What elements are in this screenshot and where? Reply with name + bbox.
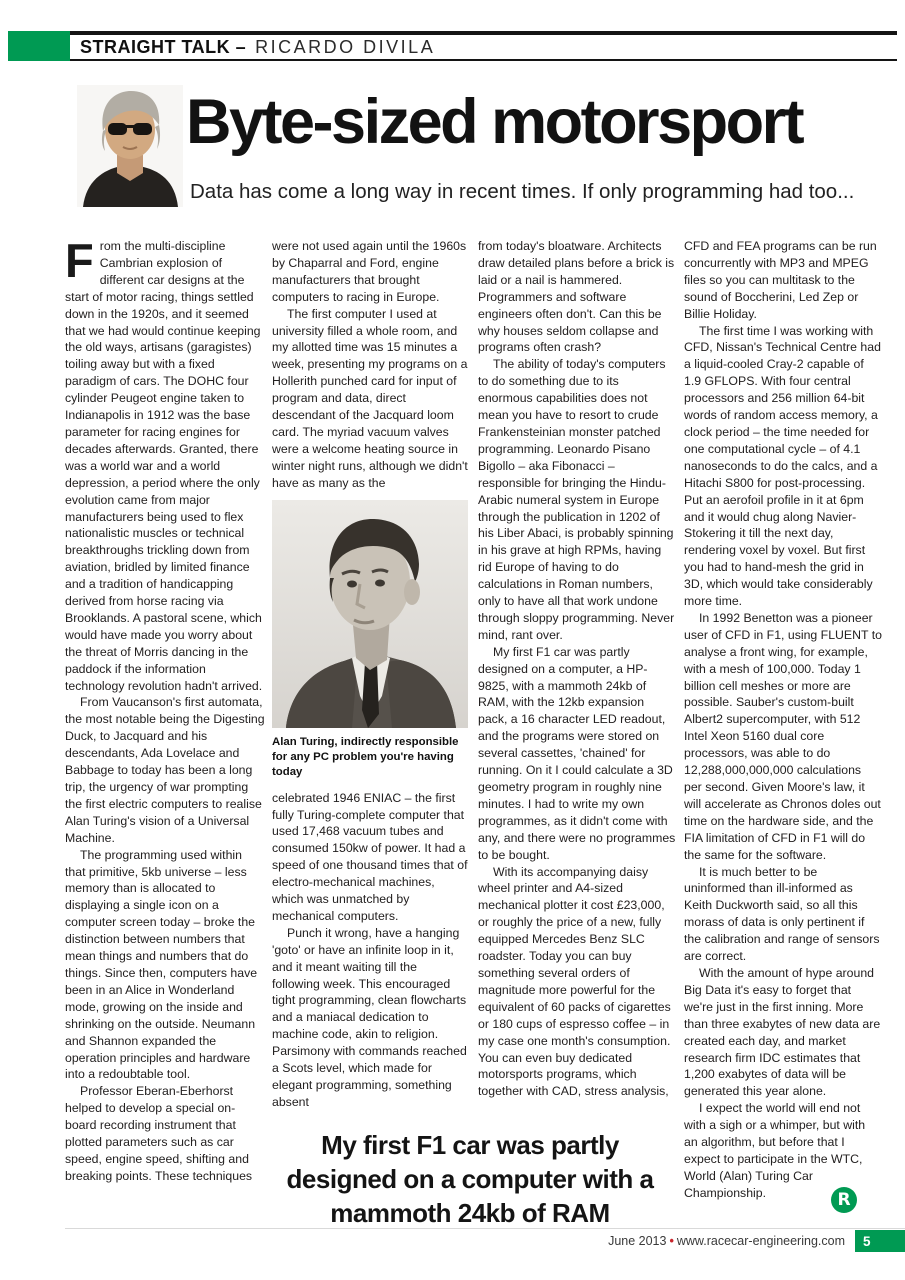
- brand-green-block: [8, 31, 70, 61]
- article-paragraph: It is much better to be uninformed than ill-informed as Keith Duckworth said, so all this morass of data is only pertinent if the calibration and range of sensors are correct.: [684, 864, 880, 964]
- column-2-text-bottom: [272, 790, 468, 1111]
- pull-quote-line: designed on a computer with a: [286, 1164, 654, 1194]
- article-paragraph: The first computer I used at university filled a whole room, and my allotted time was 15 minutes a week, presenting my programs on a Hollerith punched card for input of program and data, direct descendant of the Jacquard loom card. The myriad vacuum valves were a welcome heating source in winter night runs, although we didn't have as many as the: [272, 306, 468, 490]
- article-paragraph: The ability of today's computers to do something due to its enormous capabilities does not mean you have to resort to crude Frankensteinian monster patched programming. Leonardo Pisano Bigollo – aka Fibonacci – responsible for bringing the Hindu-Arabic numeral system in Europe through the publication in 1202 of his Liber Abaci, is probably spinning in his grave at high RPMs, having rid Europe of having to do calculations in Roman numbers, only to have all that work undone through sloppy programming. Never mind, rant over.: [478, 357, 675, 642]
- article-paragraph: from today's bloatware. Architects draw detailed plans before a brick is laid or a nail is hammered. Programmers and software engineers often don't. Can this be why houses seldom collapse and programs often crash?: [478, 239, 675, 355]
- author-headshot-image: [77, 85, 183, 207]
- article-column-1: [65, 238, 265, 1250]
- footer-website-link[interactable]: www.racecar-engineering.com: [676, 1234, 845, 1248]
- pull-quote-line: My first F1 car was partly: [321, 1130, 619, 1160]
- article-paragraph: were not used again until the 1960s by Chaparral and Ford, engine manufacturers that brought computers to racing in Europe.: [272, 239, 467, 304]
- pull-quote-line: mammoth 24kb of RAM: [330, 1198, 610, 1228]
- article-paragraph: CFD and FEA programs can be run concurrently with MP3 and MPEG files so you can multitask to the sound of Boccherini, Led Zep or Billie Holiday.: [684, 239, 877, 321]
- column-title: STRAIGHT TALK –: [80, 36, 247, 57]
- drop-cap: F: [65, 238, 94, 287]
- article-paragraph: From the multi-discipline Cambrian explosion of different car designs at the start of motor racing, things settled down in the 1920s, and it seemed that we had would continue keeping the old ways, artisans (garagistes) toiling away but with a fixed paradigm of cars. The DOHC four cylinder Peugeot engine taken to Indianapolis in 1912 was the base parameter for racing engines for decades afterwards. Granted, there was a world war and a world depression, a period where the only evolution came from major manufacturers being used to flex nationalistic muscles or technical breakthroughs trickling down from aviation, bridled by limited finance and a tradition of handicapping derived from horse racing via Brooklands. A pastoral scene, which would have made you worry about the threat of Morris dancing in the paddock if the information technology revolution hadn't arrived.: [65, 238, 263, 693]
- pull-quote: [260, 1128, 680, 1230]
- article-paragraph: From Vaucanson's first automata, the most notable being the Digesting Duck, to Jacquard and his descendants, Ada Lovelace and Babbage to today has been a long trip, the urgency of war prompting the first electric computers to realise Alan Turing's vision of a Universal Machine.: [65, 695, 265, 845]
- article-paragraph: With the amount of hype around Big Data it's easy to forget that we're just in the first inning. More than three exabytes of new data are created each day, and market research firm IDC estimates that 1,200 exabytes of data will be generated this year alone.: [684, 965, 881, 1099]
- photo-caption: Alan Turing, indirectly responsible for any PC problem you're having today: [272, 735, 459, 778]
- turing-figure: [272, 500, 468, 780]
- article-paragraph: celebrated 1946 ENIAC – the first fully Turing-complete computer that used 17,468 vacuum tubes and consumed 150kw of power. It had a speed of one thousand times that of electro-mechanical machines, which was unmatched by mechanical computers.: [272, 790, 468, 923]
- article-paragraph: The first time I was working with CFD, Nissan's Technical Centre had a liquid-cooled Cray-2 capable of 1.9 GFLOPS. With four central processors and 256 million 64-bit words of random access memory, a clock period – the time needed for one computational cycle – of 4.1 nanoseconds to do the calcs, and a Hitachi S800 for post-processing. Put an aerofoil profile in it at 6pm and it would chug along Navier-Stokering it till the next day, rendering voxel by voxel. But first you had to hand-mesh the grid in 3D, which would take considerably more time.: [684, 323, 881, 609]
- article-column-4: [684, 238, 882, 1250]
- page-subtitle: Data has come a long way in recent times. If only programming had too...: [190, 180, 855, 203]
- article-column-2: [272, 238, 468, 1130]
- footer: [0, 1234, 845, 1248]
- article-paragraph: In 1992 Benetton was a pioneer user of CFD in F1, using FLUENT to analyse a front wing, for example, with a mesh of 100,000. Today 1 billion cell meshes or more are possible. Sauber's custom-built Albert2 supercomputer, with 512 Intel Xeon 5160 dual core processors, was able to do 12,288,000,000,000 calculations per second. Given Moore's law, it will accelerate as Chronos doles out time on the hardware side, and the FIA limitation of CFD in F1 will do the same for the software.: [684, 610, 882, 862]
- turing-photo: [272, 500, 468, 728]
- article-paragraph: The programming used within that primitive, 5kb universe – less memory than is allocated to displaying a single icon on a computer screen today – broke the distinction between numbers that mean things and numbers that do things. Since then, computers have been in an Alice in Wonderland mode, growing on the inside and shrinking on the outside. Neumann and Shannon expanded the operation principles and hardware into a redoubtable tool.: [65, 847, 258, 1082]
- page-number: 5: [863, 1233, 871, 1249]
- article-paragraph: I expect the world will end not with a sigh or a whimper, but with an algorithm, but before that I expect to participate in the WTC, World (Alan) Turing Car Championship.: [684, 1101, 866, 1200]
- column-2-text-top: [272, 238, 468, 492]
- footer-divider: [65, 1228, 905, 1229]
- article-paragraph: Professor Eberan-Eberhorst helped to develop a special on-board recording instrument that plotted parameters such as car speed, engine speed, shifting and breaking points. These techniques: [65, 1084, 253, 1183]
- footer-issue-date: June 2013: [608, 1234, 667, 1248]
- article-paragraph: Punch it wrong, have a hanging 'goto' or have an infinite loop in it, and it meant waiting till the following week. This encouraged tight programming, clean flowcharts and a maniacal dedication to machine code, akin to religion. Parsimony with commands reached a Scots level, which made for elegant programming, something absent: [272, 925, 467, 1109]
- columnist-name: RICARDO DIVILA: [255, 36, 436, 57]
- author-photo: [77, 85, 183, 207]
- page-number-badge: [855, 1230, 905, 1252]
- racecar-logo-icon: R: [831, 1187, 857, 1213]
- article-column-3: [478, 238, 676, 1118]
- kicker-bar: [70, 31, 897, 61]
- footer-bullet-icon: •: [669, 1234, 674, 1248]
- kicker-header: [8, 31, 897, 61]
- article-paragraph: With its accompanying daisy wheel printer and A4-sized mechanical plotter it cost £23,000, or roughly the price of a new, fully equipped Mercedes Benz SLC roadster. Today you can buy something several orders of magnitude more powerful for the equivalent of 60 packs of cigarettes or 180 cups of espresso coffee – in my case one month's consumption. You can even buy dedicated motorsports programs, which together with CAD, stress analysis,: [478, 864, 671, 1099]
- page-title: Byte-sized motorsport: [186, 87, 803, 157]
- article-paragraph: My first F1 car was partly designed on a computer, a HP-9825, with a mammoth 24kb of RAM, with the 12kb expansion pack, a 16 character LED readout, and the programs were stored on several cassettes, 'chained' for running. On it I could calculate a 3D geometry program in roughly nine minutes. I had to write my own programmes, as it didn't come with any, and there were no programmes to be bought.: [478, 644, 676, 862]
